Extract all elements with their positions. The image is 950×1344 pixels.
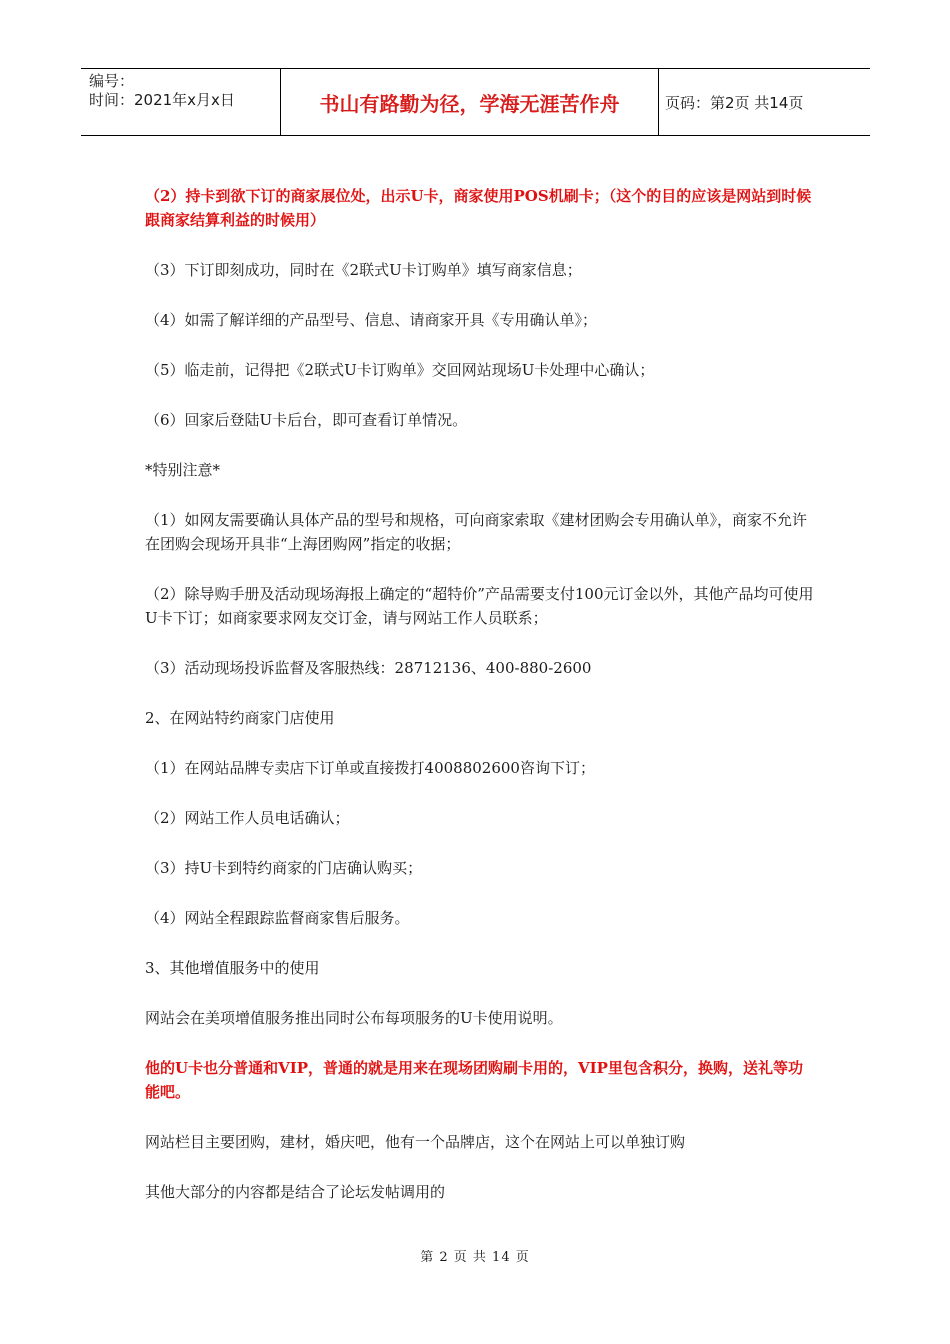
- document-date-label: 时间：2021年x月x日: [89, 91, 235, 109]
- header-page-number: 页码：第2页 共14页: [665, 93, 804, 112]
- paragraph: 3、其他增值服务中的使用: [145, 959, 320, 977]
- paragraph: （3）下订即刻成功，同时在《2联式U卡订购单》填写商家信息；: [145, 261, 582, 279]
- paragraph: （1）如网友需要确认具体产品的型号和规格，可向商家索取《建材团购会专用确认单》，商家不允许在团购会现场开具非“上海团购网”指定的收据；: [145, 511, 808, 553]
- paragraph: （4）网站全程跟踪监督商家售后服务。: [145, 909, 410, 927]
- paragraph: （3）活动现场投诉监督及客服热线：28712136、400-880-2600: [145, 659, 592, 677]
- paragraph: 其他大部分的内容都是结合了论坛发帖调用的: [145, 1183, 446, 1201]
- paragraph: （2）除导购手册及活动现场海报上确定的“超特价”产品需要支付100元订金以外，其他产品均可使用U卡下订；如商家要求网友交订金，请与网站工作人员联系；: [145, 585, 814, 627]
- paragraph: （2）持卡到欲下订的商家展位处，出示U卡，商家使用POS机刷卡；（这个的目的应该是网站到时候跟商家结算利益的时候用）: [145, 187, 812, 229]
- document-body: [145, 184, 815, 1230]
- header-motto: 书山有路勤为径，学海无涯苦作舟: [281, 69, 659, 135]
- document-number-label: 编号：: [89, 72, 135, 90]
- paragraph: （2）网站工作人员电话确认；: [145, 809, 350, 827]
- paragraph: （4）如需了解详细的产品型号、信息、请商家开具《专用确认单》；: [145, 311, 598, 329]
- page-header: [81, 68, 870, 136]
- header-meta: [81, 69, 281, 135]
- paragraph: *特别注意*: [145, 461, 221, 479]
- paragraph: （1）在网站品牌专卖店下订单或直接拨打4008802600咨询下订；: [145, 759, 595, 777]
- paragraph: （5）临走前，记得把《2联式U卡订购单》交回网站现场U卡处理中心确认；: [145, 361, 655, 379]
- paragraph: （6）回家后登陆U卡后台，即可查看订单情况。: [145, 411, 468, 429]
- paragraph: 2、在网站特约商家门店使用: [145, 709, 335, 727]
- paragraph: 网站会在美项增值服务推出同时公布每项服务的U卡使用说明。: [145, 1009, 563, 1027]
- paragraph: （3）持U卡到特约商家的门店确认购买；: [145, 859, 423, 877]
- paragraph: 他的U卡也分普通和VIP，普通的就是用来在现场团购刷卡用的，VIP里包含积分，换购，送礼等功能吧。: [145, 1059, 803, 1101]
- paragraph: 网站栏目主要团购，建材，婚庆吧，他有一个品牌店，这个在网站上可以单独订购: [145, 1133, 686, 1151]
- page-footer: 第 2 页 共 14 页: [420, 1250, 530, 1265]
